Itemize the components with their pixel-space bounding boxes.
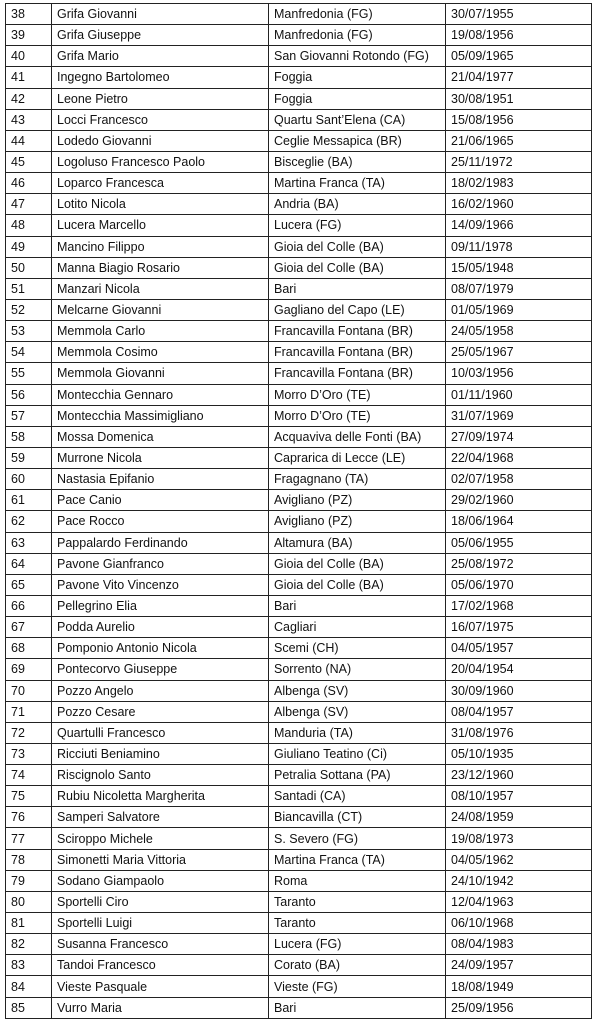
birthplace-cell: Francavilla Fontana (BR) xyxy=(269,321,446,342)
row-number-cell: 63 xyxy=(6,532,52,553)
table-row xyxy=(6,426,592,447)
row-number-cell: 77 xyxy=(6,828,52,849)
table-row xyxy=(6,88,592,109)
row-number-cell: 53 xyxy=(6,321,52,342)
birthdate-cell: 05/10/1935 xyxy=(446,743,592,764)
birthdate-cell: 22/04/1968 xyxy=(446,447,592,468)
table-row xyxy=(6,321,592,342)
name-cell: Podda Aurelio xyxy=(52,617,269,638)
birthdate-cell: 15/05/1948 xyxy=(446,257,592,278)
table-row xyxy=(6,236,592,257)
table-row xyxy=(6,743,592,764)
birthplace-cell: San Giovanni Rotondo (FG) xyxy=(269,46,446,67)
table-row xyxy=(6,595,592,616)
row-number-cell: 84 xyxy=(6,976,52,997)
table-row xyxy=(6,701,592,722)
birthdate-cell: 24/05/1958 xyxy=(446,321,592,342)
table-row xyxy=(6,363,592,384)
name-cell: Manzari Nicola xyxy=(52,278,269,299)
table-row xyxy=(6,828,592,849)
birthdate-cell: 25/08/1972 xyxy=(446,553,592,574)
row-number-cell: 46 xyxy=(6,173,52,194)
name-cell: Pace Rocco xyxy=(52,511,269,532)
table-row xyxy=(6,215,592,236)
birthdate-cell: 18/02/1983 xyxy=(446,173,592,194)
birthdate-cell: 08/04/1983 xyxy=(446,934,592,955)
birthdate-cell: 24/09/1957 xyxy=(446,955,592,976)
name-cell: Pozzo Angelo xyxy=(52,680,269,701)
row-number-cell: 85 xyxy=(6,997,52,1018)
name-cell: Pontecorvo Giuseppe xyxy=(52,659,269,680)
birthplace-cell: Taranto xyxy=(269,891,446,912)
birthdate-cell: 15/08/1956 xyxy=(446,109,592,130)
birthdate-cell: 21/04/1977 xyxy=(446,67,592,88)
table-row xyxy=(6,532,592,553)
birthplace-cell: S. Severo (FG) xyxy=(269,828,446,849)
row-number-cell: 76 xyxy=(6,807,52,828)
birthplace-cell: Fragagnano (TA) xyxy=(269,469,446,490)
birthplace-cell: Petralia Sottana (PA) xyxy=(269,765,446,786)
table-row xyxy=(6,46,592,67)
row-number-cell: 50 xyxy=(6,257,52,278)
birthdate-cell: 19/08/1956 xyxy=(446,25,592,46)
name-cell: Grifa Mario xyxy=(52,46,269,67)
table-row xyxy=(6,257,592,278)
birthdate-cell: 31/07/1969 xyxy=(446,405,592,426)
birthdate-cell: 25/11/1972 xyxy=(446,151,592,172)
birthdate-cell: 04/05/1957 xyxy=(446,638,592,659)
name-cell: Ingegno Bartolomeo xyxy=(52,67,269,88)
birthdate-cell: 05/06/1970 xyxy=(446,574,592,595)
table-row xyxy=(6,490,592,511)
birthplace-cell: Taranto xyxy=(269,913,446,934)
name-cell: Simonetti Maria Vittoria xyxy=(52,849,269,870)
row-number-cell: 41 xyxy=(6,67,52,88)
name-cell: Mossa Domenica xyxy=(52,426,269,447)
row-number-cell: 59 xyxy=(6,447,52,468)
birthdate-cell: 27/09/1974 xyxy=(446,426,592,447)
table-row xyxy=(6,765,592,786)
table-row xyxy=(6,342,592,363)
row-number-cell: 43 xyxy=(6,109,52,130)
birthplace-cell: Foggia xyxy=(269,88,446,109)
row-number-cell: 65 xyxy=(6,574,52,595)
birthplace-cell: Roma xyxy=(269,870,446,891)
birthdate-cell: 31/08/1976 xyxy=(446,722,592,743)
birthplace-cell: Manduria (TA) xyxy=(269,722,446,743)
name-cell: Melcarne Giovanni xyxy=(52,299,269,320)
table-row xyxy=(6,807,592,828)
birthplace-cell: Albenga (SV) xyxy=(269,701,446,722)
name-cell: Montecchia Gennaro xyxy=(52,384,269,405)
name-cell: Memmola Carlo xyxy=(52,321,269,342)
row-number-cell: 57 xyxy=(6,405,52,426)
birthdate-cell: 16/02/1960 xyxy=(446,194,592,215)
birthplace-cell: Sorrento (NA) xyxy=(269,659,446,680)
birthdate-cell: 23/12/1960 xyxy=(446,765,592,786)
row-number-cell: 45 xyxy=(6,151,52,172)
birthplace-cell: Morro D’Oro (TE) xyxy=(269,405,446,426)
name-cell: Quartulli Francesco xyxy=(52,722,269,743)
row-number-cell: 79 xyxy=(6,870,52,891)
table-row xyxy=(6,976,592,997)
birthdate-cell: 30/09/1960 xyxy=(446,680,592,701)
birthdate-cell: 08/04/1957 xyxy=(446,701,592,722)
table-row xyxy=(6,173,592,194)
birthdate-cell: 14/09/1966 xyxy=(446,215,592,236)
birthdate-cell: 30/07/1955 xyxy=(446,4,592,25)
table-row xyxy=(6,384,592,405)
table-row xyxy=(6,67,592,88)
name-cell: Vieste Pasquale xyxy=(52,976,269,997)
row-number-cell: 52 xyxy=(6,299,52,320)
table-row xyxy=(6,447,592,468)
table-row xyxy=(6,4,592,25)
table-row xyxy=(6,617,592,638)
name-cell: Rubiu Nicoletta Margherita xyxy=(52,786,269,807)
birthdate-cell: 08/10/1957 xyxy=(446,786,592,807)
name-cell: Sciroppo Michele xyxy=(52,828,269,849)
name-cell: Pozzo Cesare xyxy=(52,701,269,722)
birthdate-cell: 29/02/1960 xyxy=(446,490,592,511)
row-number-cell: 83 xyxy=(6,955,52,976)
table-row xyxy=(6,934,592,955)
table-row xyxy=(6,574,592,595)
row-number-cell: 39 xyxy=(6,25,52,46)
birthplace-cell: Gioia del Colle (BA) xyxy=(269,236,446,257)
birthdate-cell: 01/05/1969 xyxy=(446,299,592,320)
table-row xyxy=(6,659,592,680)
birthplace-cell: Giuliano Teatino (Ci) xyxy=(269,743,446,764)
birthdate-cell: 24/08/1959 xyxy=(446,807,592,828)
table-row xyxy=(6,722,592,743)
name-cell: Sportelli Luigi xyxy=(52,913,269,934)
table-row xyxy=(6,891,592,912)
birthdate-cell: 25/05/1967 xyxy=(446,342,592,363)
name-cell: Locci Francesco xyxy=(52,109,269,130)
table-row xyxy=(6,680,592,701)
table-row xyxy=(6,955,592,976)
birthplace-cell: Gioia del Colle (BA) xyxy=(269,574,446,595)
table-row xyxy=(6,849,592,870)
row-number-cell: 55 xyxy=(6,363,52,384)
row-number-cell: 75 xyxy=(6,786,52,807)
birthdate-cell: 24/10/1942 xyxy=(446,870,592,891)
row-number-cell: 48 xyxy=(6,215,52,236)
birthdate-cell: 18/06/1964 xyxy=(446,511,592,532)
birthplace-cell: Gagliano del Capo (LE) xyxy=(269,299,446,320)
row-number-cell: 62 xyxy=(6,511,52,532)
birthdate-cell: 04/05/1962 xyxy=(446,849,592,870)
birthplace-cell: Gioia del Colle (BA) xyxy=(269,553,446,574)
row-number-cell: 49 xyxy=(6,236,52,257)
row-number-cell: 80 xyxy=(6,891,52,912)
birthdate-cell: 02/07/1958 xyxy=(446,469,592,490)
birthdate-cell: 01/11/1960 xyxy=(446,384,592,405)
birthdate-cell: 05/09/1965 xyxy=(446,46,592,67)
birthplace-cell: Vieste (FG) xyxy=(269,976,446,997)
birthdate-cell: 20/04/1954 xyxy=(446,659,592,680)
row-number-cell: 40 xyxy=(6,46,52,67)
table-row xyxy=(6,151,592,172)
table-row xyxy=(6,405,592,426)
birthplace-cell: Morro D’Oro (TE) xyxy=(269,384,446,405)
birthplace-cell: Andria (BA) xyxy=(269,194,446,215)
birthdate-cell: 18/08/1949 xyxy=(446,976,592,997)
birthplace-cell: Bari xyxy=(269,997,446,1018)
table-row xyxy=(6,870,592,891)
birthplace-cell: Manfredonia (FG) xyxy=(269,25,446,46)
table-row xyxy=(6,194,592,215)
row-number-cell: 54 xyxy=(6,342,52,363)
birthplace-cell: Bisceglie (BA) xyxy=(269,151,446,172)
table-row xyxy=(6,25,592,46)
birthplace-cell: Francavilla Fontana (BR) xyxy=(269,363,446,384)
name-cell: Memmola Giovanni xyxy=(52,363,269,384)
name-cell: Ricciuti Beniamino xyxy=(52,743,269,764)
row-number-cell: 51 xyxy=(6,278,52,299)
birthplace-cell: Avigliano (PZ) xyxy=(269,490,446,511)
row-number-cell: 56 xyxy=(6,384,52,405)
row-number-cell: 74 xyxy=(6,765,52,786)
birthdate-cell: 17/02/1968 xyxy=(446,595,592,616)
birthdate-cell: 21/06/1965 xyxy=(446,130,592,151)
birthplace-cell: Gioia del Colle (BA) xyxy=(269,257,446,278)
birthplace-cell: Lucera (FG) xyxy=(269,934,446,955)
birthplace-cell: Acquaviva delle Fonti (BA) xyxy=(269,426,446,447)
birthplace-cell: Lucera (FG) xyxy=(269,215,446,236)
birthplace-cell: Albenga (SV) xyxy=(269,680,446,701)
birthdate-cell: 09/11/1978 xyxy=(446,236,592,257)
name-cell: Loparco Francesca xyxy=(52,173,269,194)
birthplace-cell: Foggia xyxy=(269,67,446,88)
name-cell: Riscignolo Santo xyxy=(52,765,269,786)
row-number-cell: 58 xyxy=(6,426,52,447)
row-number-cell: 70 xyxy=(6,680,52,701)
table-row xyxy=(6,109,592,130)
birthdate-cell: 06/10/1968 xyxy=(446,913,592,934)
table-row xyxy=(6,299,592,320)
name-cell: Logoluso Francesco Paolo xyxy=(52,151,269,172)
row-number-cell: 72 xyxy=(6,722,52,743)
name-cell: Samperi Salvatore xyxy=(52,807,269,828)
table-row xyxy=(6,638,592,659)
birthplace-cell: Scemi (CH) xyxy=(269,638,446,659)
birthplace-cell: Avigliano (PZ) xyxy=(269,511,446,532)
birthdate-cell: 10/03/1956 xyxy=(446,363,592,384)
row-number-cell: 44 xyxy=(6,130,52,151)
name-cell: Pavone Gianfranco xyxy=(52,553,269,574)
birthplace-cell: Cagliari xyxy=(269,617,446,638)
birthplace-cell: Corato (BA) xyxy=(269,955,446,976)
name-cell: Tandoi Francesco xyxy=(52,955,269,976)
name-cell: Mancino Filippo xyxy=(52,236,269,257)
birthdate-cell: 19/08/1973 xyxy=(446,828,592,849)
name-cell: Sportelli Ciro xyxy=(52,891,269,912)
birthplace-cell: Santadi (CA) xyxy=(269,786,446,807)
row-number-cell: 69 xyxy=(6,659,52,680)
birthdate-cell: 30/08/1951 xyxy=(446,88,592,109)
row-number-cell: 68 xyxy=(6,638,52,659)
table-row xyxy=(6,997,592,1018)
name-cell: Leone Pietro xyxy=(52,88,269,109)
name-cell: Murrone Nicola xyxy=(52,447,269,468)
birthplace-cell: Martina Franca (TA) xyxy=(269,173,446,194)
table-row xyxy=(6,786,592,807)
roster-table-body xyxy=(6,4,592,1019)
birthplace-cell: Francavilla Fontana (BR) xyxy=(269,342,446,363)
table-row xyxy=(6,511,592,532)
name-cell: Lotito Nicola xyxy=(52,194,269,215)
name-cell: Memmola Cosimo xyxy=(52,342,269,363)
name-cell: Pellegrino Elia xyxy=(52,595,269,616)
name-cell: Lodedo Giovanni xyxy=(52,130,269,151)
birthplace-cell: Bari xyxy=(269,278,446,299)
row-number-cell: 66 xyxy=(6,595,52,616)
name-cell: Pomponio Antonio Nicola xyxy=(52,638,269,659)
name-cell: Lucera Marcello xyxy=(52,215,269,236)
birthplace-cell: Altamura (BA) xyxy=(269,532,446,553)
row-number-cell: 64 xyxy=(6,553,52,574)
birthdate-cell: 05/06/1955 xyxy=(446,532,592,553)
birthplace-cell: Manfredonia (FG) xyxy=(269,4,446,25)
name-cell: Pappalardo Ferdinando xyxy=(52,532,269,553)
birthplace-cell: Martina Franca (TA) xyxy=(269,849,446,870)
birthplace-cell: Ceglie Messapica (BR) xyxy=(269,130,446,151)
row-number-cell: 67 xyxy=(6,617,52,638)
table-row xyxy=(6,913,592,934)
birthplace-cell: Caprarica di Lecce (LE) xyxy=(269,447,446,468)
name-cell: Susanna Francesco xyxy=(52,934,269,955)
row-number-cell: 78 xyxy=(6,849,52,870)
row-number-cell: 82 xyxy=(6,934,52,955)
birthplace-cell: Biancavilla (CT) xyxy=(269,807,446,828)
name-cell: Grifa Giovanni xyxy=(52,4,269,25)
row-number-cell: 42 xyxy=(6,88,52,109)
birthdate-cell: 25/09/1956 xyxy=(446,997,592,1018)
name-cell: Grifa Giuseppe xyxy=(52,25,269,46)
name-cell: Manna Biagio Rosario xyxy=(52,257,269,278)
table-row xyxy=(6,278,592,299)
name-cell: Montecchia Massimigliano xyxy=(52,405,269,426)
birthplace-cell: Bari xyxy=(269,595,446,616)
birthdate-cell: 08/07/1979 xyxy=(446,278,592,299)
row-number-cell: 61 xyxy=(6,490,52,511)
birthdate-cell: 16/07/1975 xyxy=(446,617,592,638)
row-number-cell: 38 xyxy=(6,4,52,25)
birthdate-cell: 12/04/1963 xyxy=(446,891,592,912)
name-cell: Pavone Vito Vincenzo xyxy=(52,574,269,595)
row-number-cell: 60 xyxy=(6,469,52,490)
name-cell: Sodano Giampaolo xyxy=(52,870,269,891)
row-number-cell: 71 xyxy=(6,701,52,722)
table-row xyxy=(6,553,592,574)
row-number-cell: 81 xyxy=(6,913,52,934)
row-number-cell: 73 xyxy=(6,743,52,764)
row-number-cell: 47 xyxy=(6,194,52,215)
name-cell: Nastasia Epifanio xyxy=(52,469,269,490)
name-cell: Vurro Maria xyxy=(52,997,269,1018)
table-row xyxy=(6,469,592,490)
birthplace-cell: Quartu Sant’Elena (CA) xyxy=(269,109,446,130)
roster-table xyxy=(5,3,592,1019)
name-cell: Pace Canio xyxy=(52,490,269,511)
table-row xyxy=(6,130,592,151)
